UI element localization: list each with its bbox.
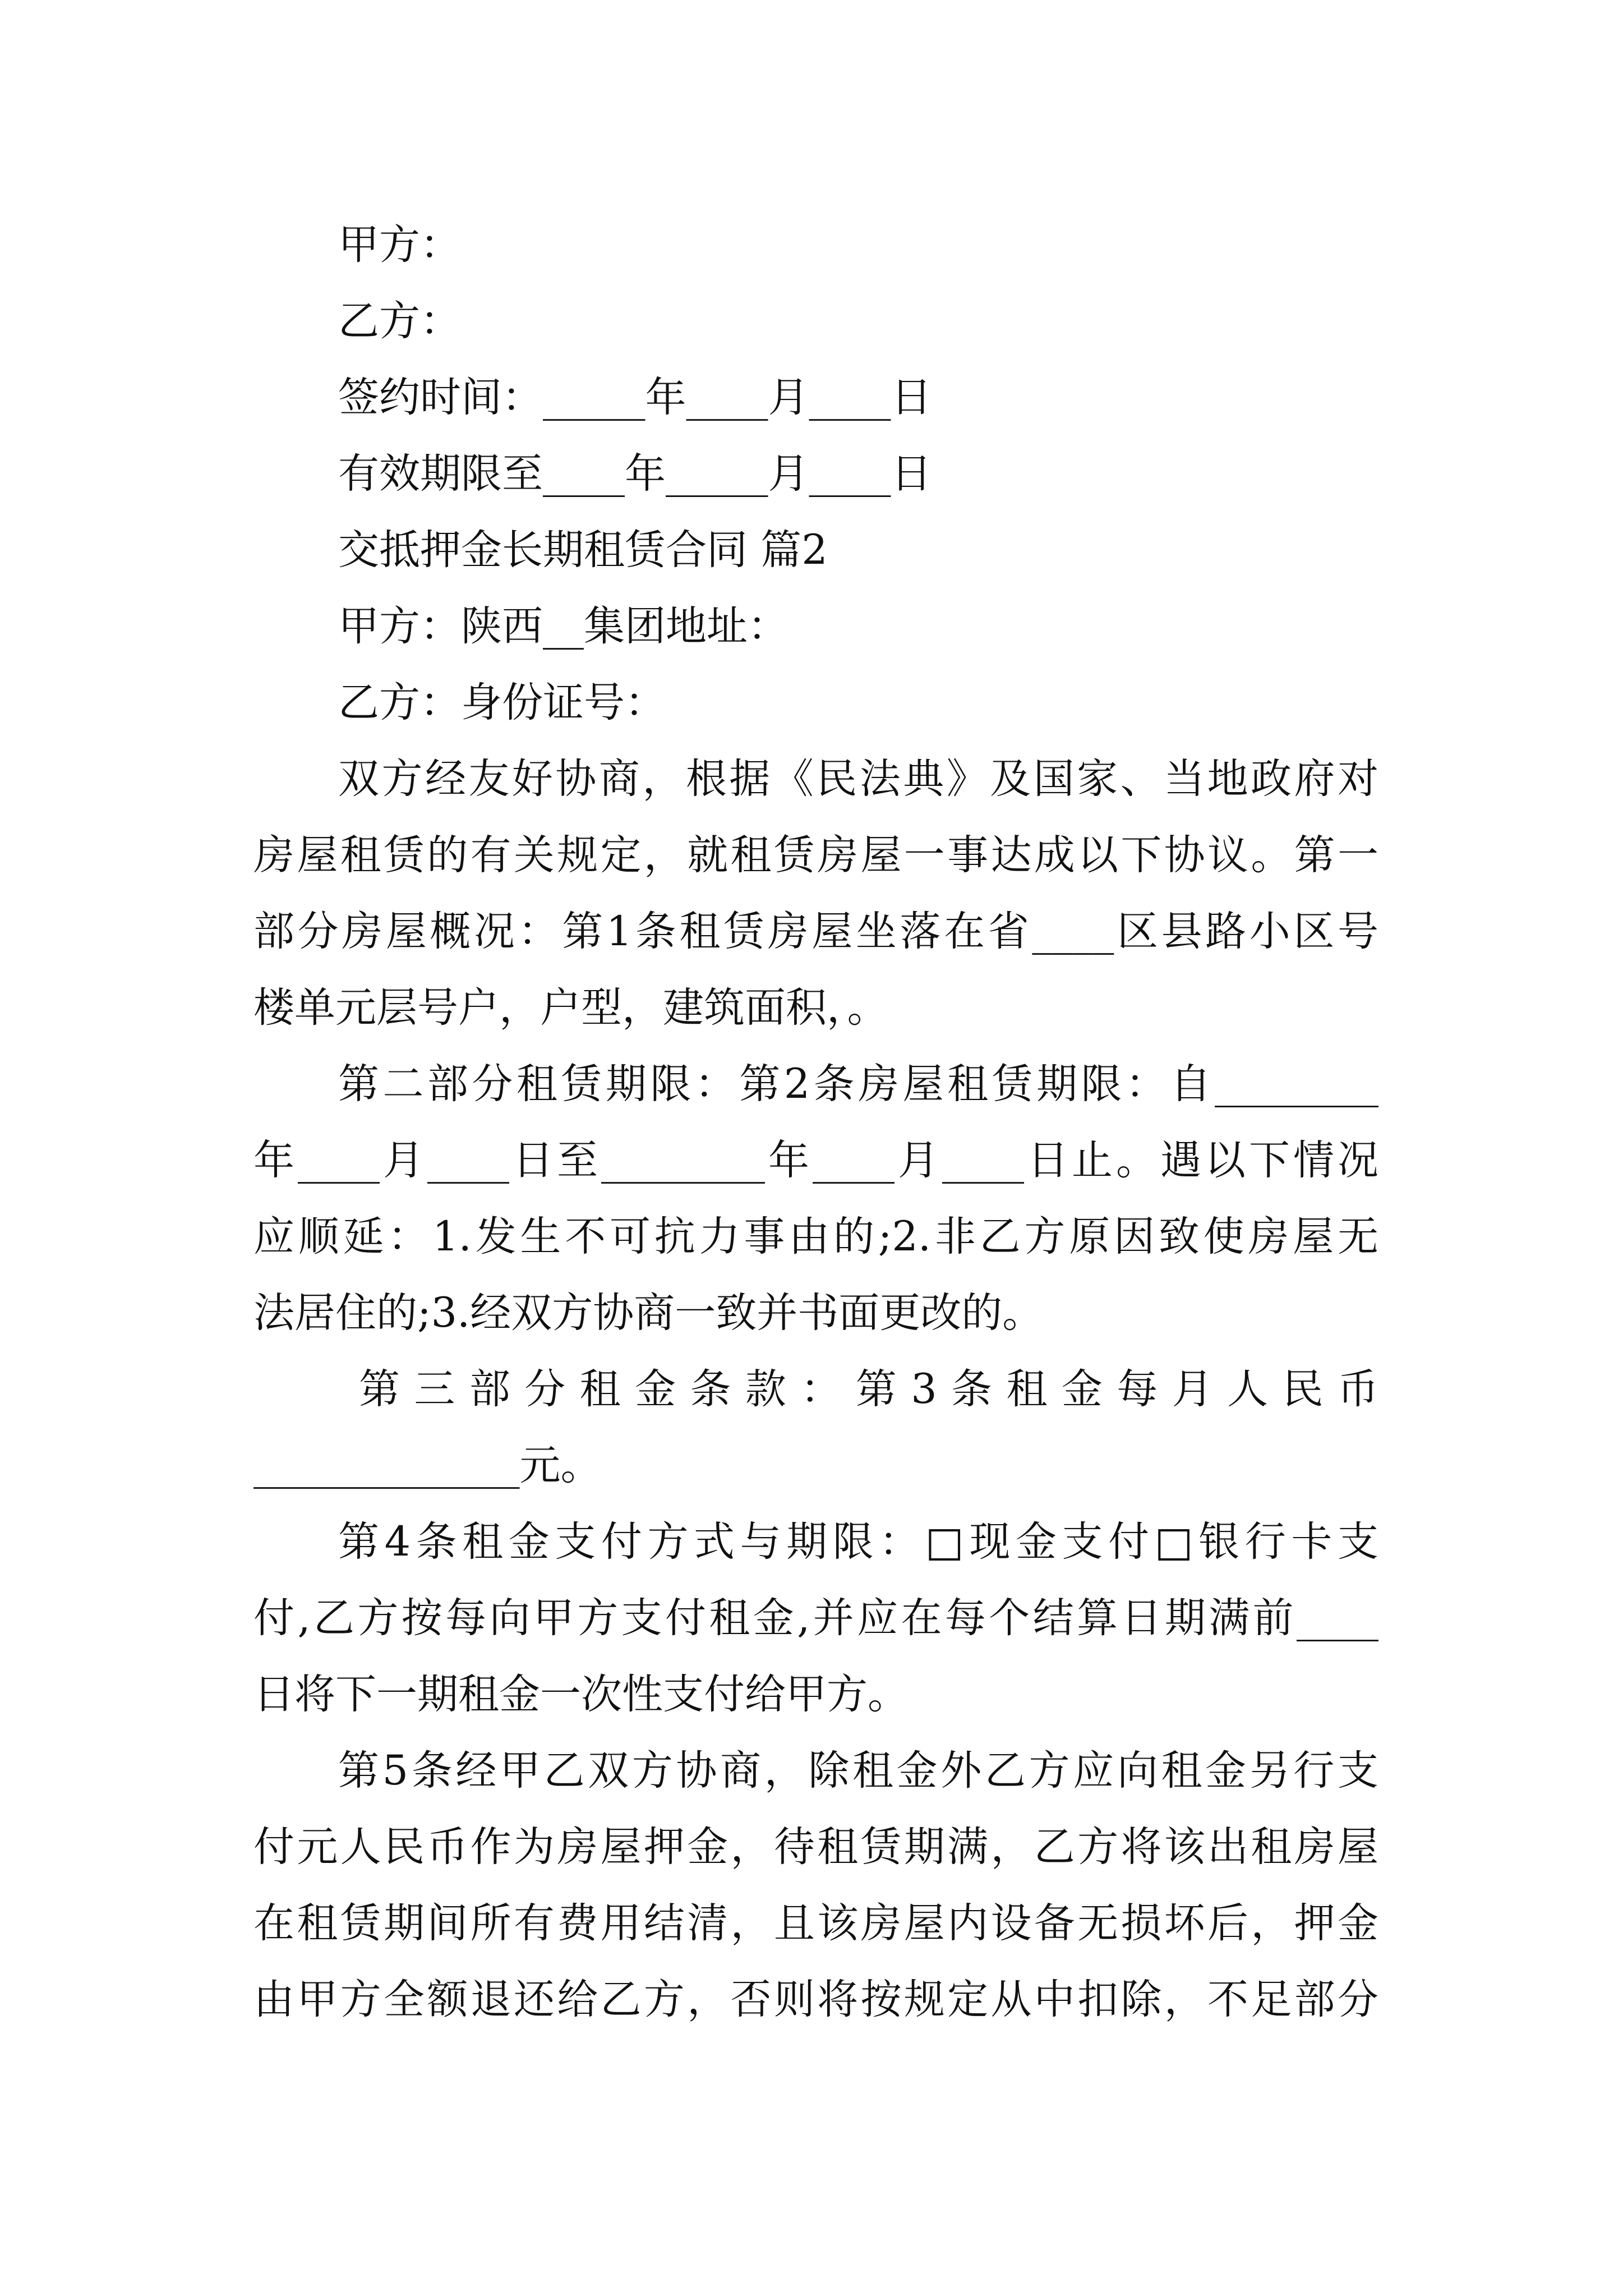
text-line: 第4条租金支付方式与期限：□现金支付□银行卡支	[338, 1518, 1378, 1566]
text-line: 第三部分租金条款：第3条租金每月人民币	[359, 1365, 1378, 1413]
text-line: 法居住的;3.经双方协商一致并书面更改的。	[253, 1289, 1044, 1337]
text-line: 由甲方全额退还给乙方，否则将按规定从中扣除，不足部分	[253, 1976, 1378, 2023]
text-line: 付元人民币作为房屋押金，待租赁期满，乙方将该出租房屋	[253, 1823, 1378, 1871]
text-line: 在租赁期间所有费用结清，且该房屋内设备无损坏后，押金	[253, 1899, 1378, 1947]
text-line: 应顺延：1.发生不可抗力事由的;2.非乙方原因致使房屋无	[253, 1213, 1378, 1260]
text-line: 部分房屋概况：第1条租赁房屋坐落在省____区县路小区号	[253, 908, 1378, 955]
text-line: 楼单元层号户，户型，建筑面积，。	[253, 984, 888, 1032]
text-line: 双方经友好协商，根据《民法典》及国家、当地政府对	[338, 755, 1378, 803]
text-line: 甲方：陕西__集团地址：	[338, 602, 789, 650]
text-line: 有效期限至____年_____月____日	[338, 450, 932, 498]
text-line: _____________元。	[253, 1442, 602, 1489]
text-line: 房屋租赁的有关规定，就租赁房屋一事达成以下协议。第一	[253, 831, 1378, 879]
text-line: 付,乙方按每向甲方支付租金,并应在每个结算日期满前____	[253, 1594, 1378, 1642]
text-line: 年____月____日至________年____月____日止。遇以下情况	[253, 1137, 1378, 1184]
text-line: 交抵押金长期租赁合同 篇2	[338, 526, 828, 574]
text-line: 乙方：	[338, 297, 461, 345]
text-line: 甲方：	[338, 221, 461, 269]
text-line: 签约时间：_____年____月____日	[338, 374, 932, 421]
text-line: 第5条经甲乙双方协商，除租金外乙方应向租金另行支	[338, 1747, 1378, 1795]
text-line: 日将下一期租金一次性支付给甲方。	[253, 1671, 909, 1718]
text-line: 乙方：身份证号：	[338, 679, 666, 726]
text-line: 第二部分租赁期限：第2条房屋租赁期限：自________	[338, 1060, 1378, 1108]
